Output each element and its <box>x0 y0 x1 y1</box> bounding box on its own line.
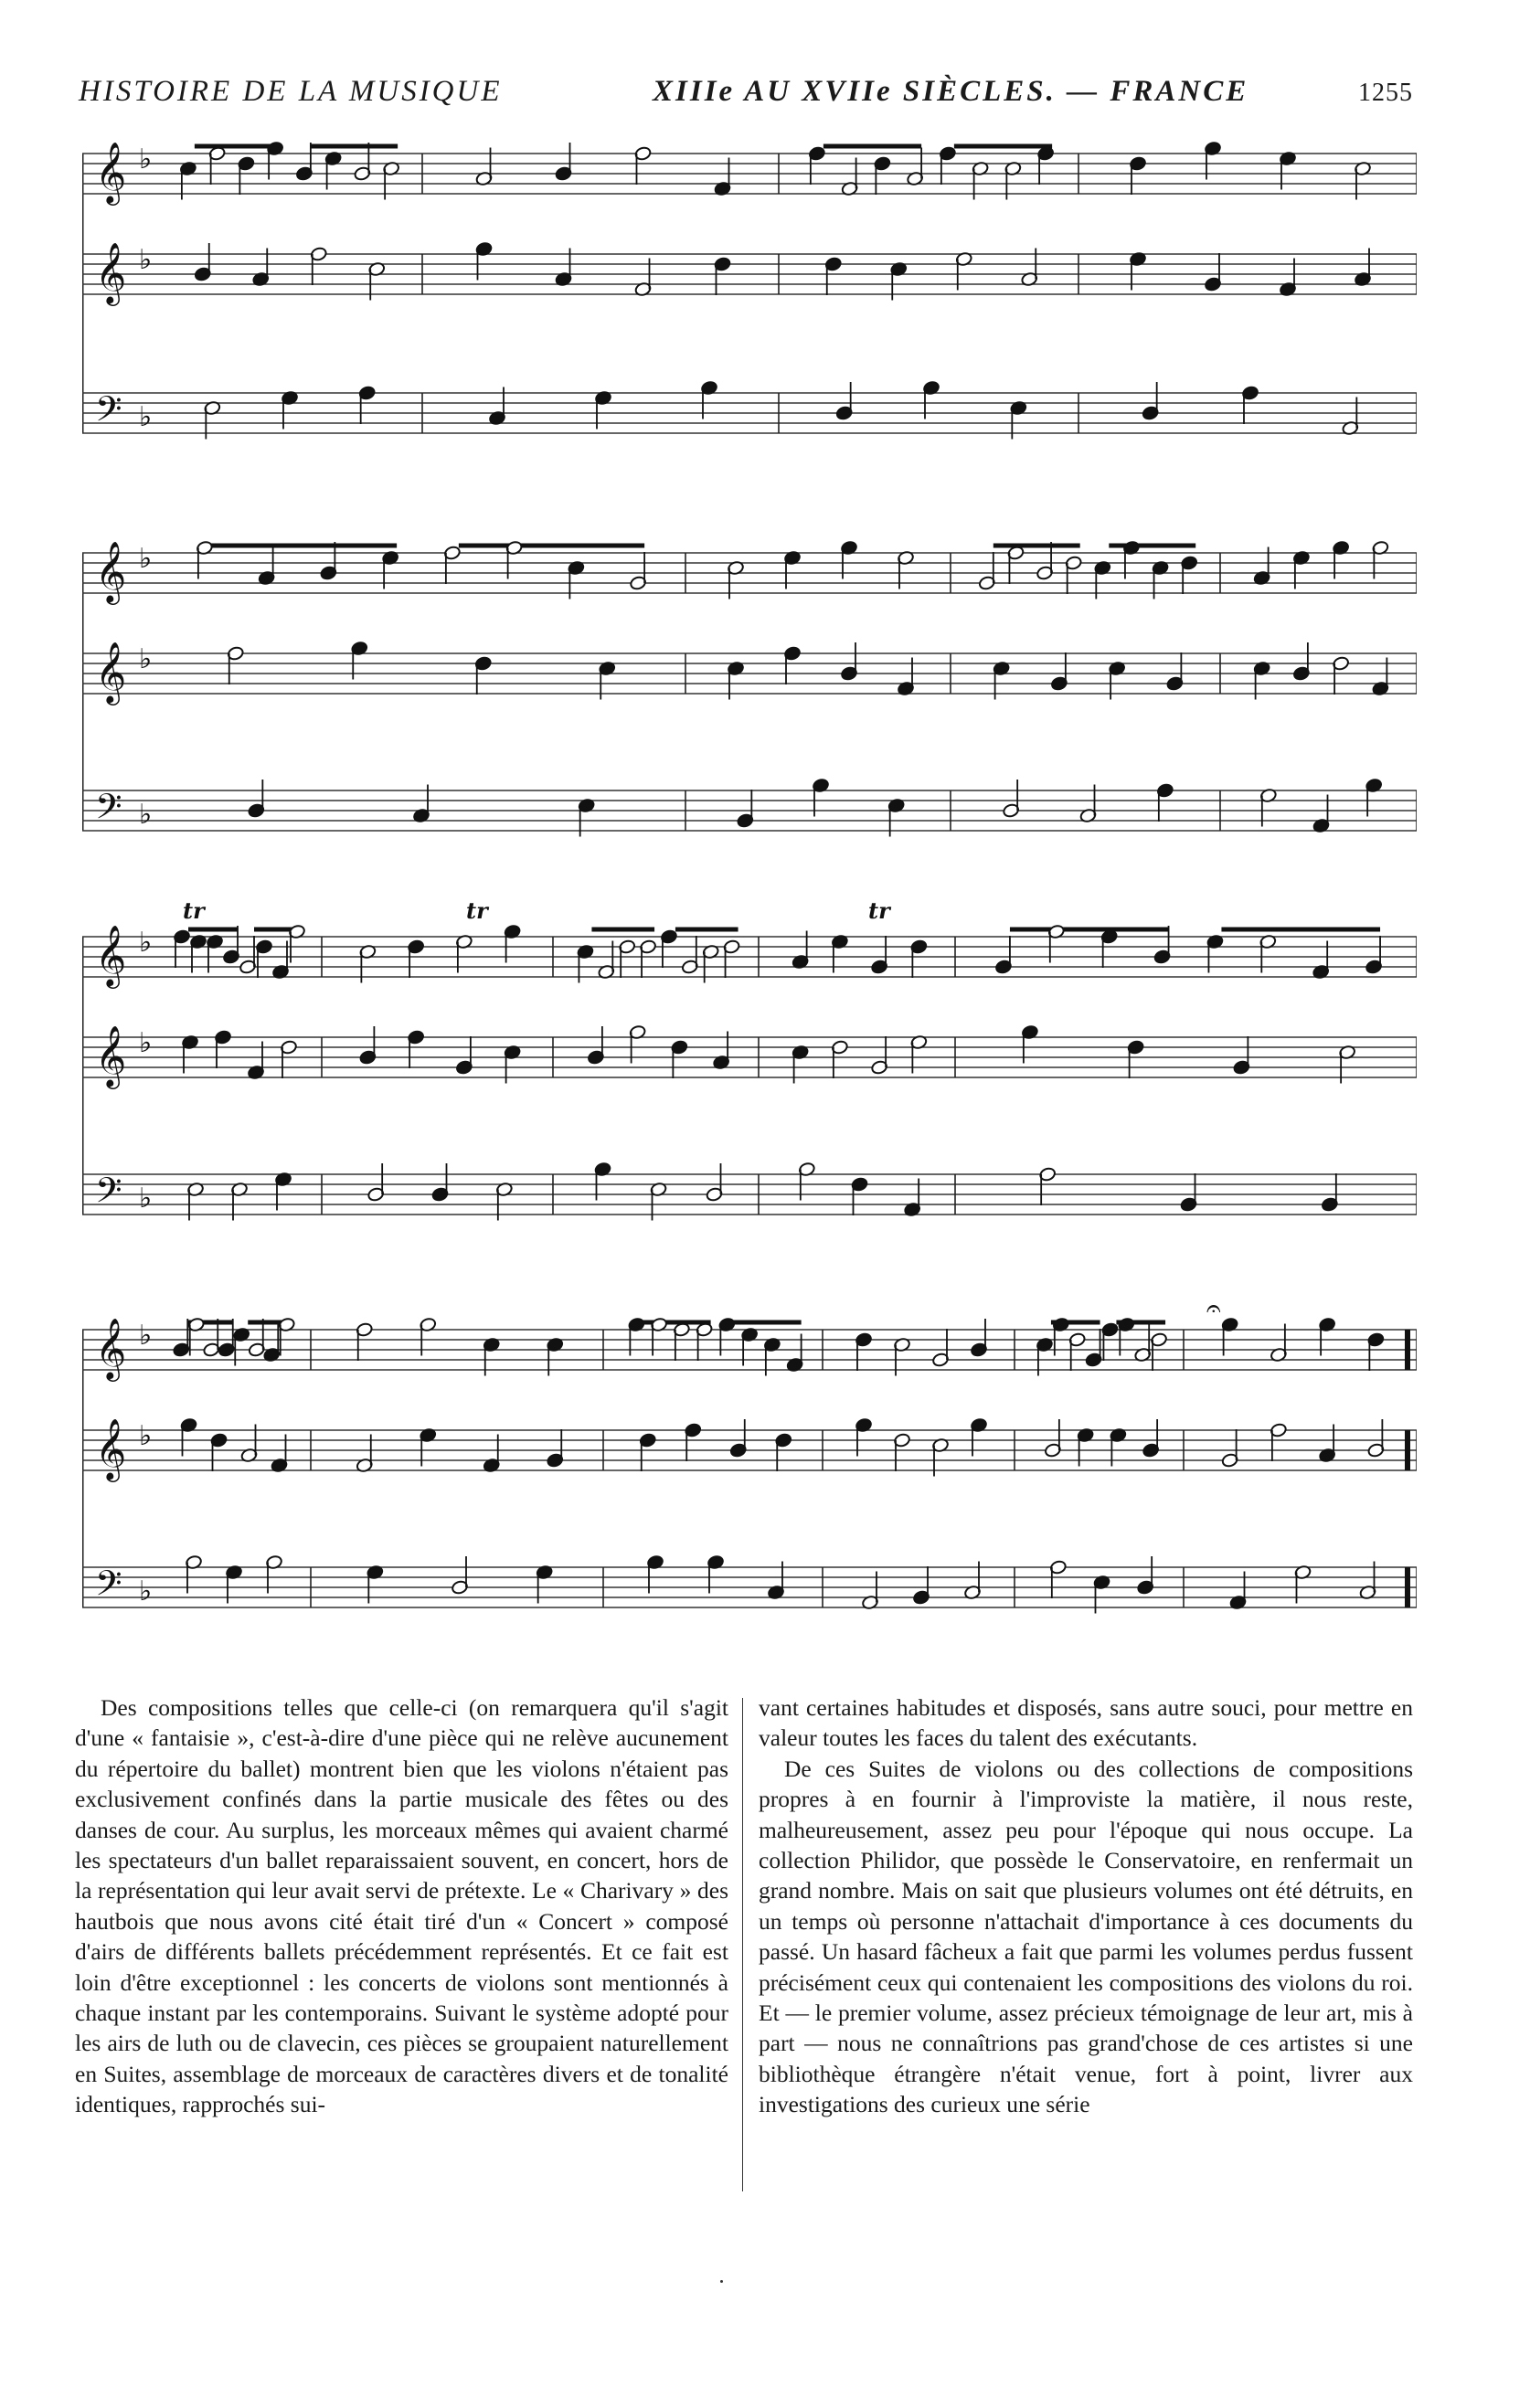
bass-clef: 𝄢 <box>95 1563 122 1612</box>
bass-clef: 𝄢 <box>95 388 122 438</box>
key-flat: ♭ <box>139 244 153 276</box>
trill-mark: tr <box>868 897 890 924</box>
treble-clef: 𝄞 <box>95 141 127 203</box>
key-flat: ♭ <box>139 1575 153 1607</box>
key-flat: ♭ <box>139 1320 153 1352</box>
page-number: 1255 <box>1358 79 1413 107</box>
key-flat: ♭ <box>139 401 153 433</box>
key-flat: ♭ <box>139 143 153 175</box>
paragraph: Des compositions telles que celle-ci (on remarquera qu'il s'agit d'une « fantaisie », c'est-à-dire d'une pièce qui ne relève aucunement du répertoire du ballet) montrent bien que les violons n'étaient pas exclusivement confinés dans la partie musicale des fêtes ou des danses de cour. Au surplus, les morceaux mêmes qui avaient charmé les spectateurs d'un ballet reparaissaient souvent, en concert, hors de la représentation qui leur avait servi de prétexte. Le « Charivary » des hautbois que nous avons cité était tiré d'un « Concert » composé d'airs de différents ballets précédemment représentés. Et ce fait est loin d'être exceptionnel : les concerts de violons sont mentionnés à chaque instant par les contemporains. Suivant le système adopté pour les airs de luth ou de clavecin, ces pièces se groupaient naturellement en Suites, assemblage de morceaux de caractères divers et de tonalité identiques, rapprochés sui- <box>75 1694 728 2118</box>
bass-clef: 𝄢 <box>95 786 122 835</box>
trill-mark: tr <box>183 897 205 924</box>
treble-clef: 𝄞 <box>95 641 127 703</box>
running-header <box>79 75 1413 121</box>
key-flat: ♭ <box>139 1183 153 1215</box>
column-divider <box>742 1698 743 2191</box>
treble-clef: 𝄞 <box>95 1317 127 1379</box>
key-flat: ♭ <box>139 1027 153 1059</box>
key-flat: ♭ <box>139 799 153 831</box>
text-column-right <box>759 1692 1413 2120</box>
treble-clef: 𝄞 <box>95 1417 127 1480</box>
key-flat: ♭ <box>139 927 153 959</box>
treble-clef: 𝄞 <box>95 1024 127 1087</box>
fermata: 𝄐 <box>1206 1293 1221 1323</box>
score-notation <box>82 137 1417 1691</box>
key-flat: ♭ <box>139 643 153 675</box>
paragraph: De ces Suites de violons ou des collections de compositions propres à en fournir à l'improviste la matière, il nous reste, malheureusement, assez peu pour l'époque qui nous occupe. La collection Philidor, que possède le Conservatoire, en renfermait un grand nombre. Mais on sait que plusieurs volumes ont été détruits, en un temps où personne n'attachait d'importance à ces documents du passé. Un hasard fâcheux a fait que parmi les volumes perdus fussent précisément ceux qui contenaient les compositions des violons du roi. Et — le premier volume, assez précieux témoignage de leur art, mis à part — nous ne connaîtrions pas grand'chose de ces artistes si une bibliothèque étrangère n'était venue, fort à point, livrer aux investigations des curieux une série <box>759 1755 1413 2118</box>
music-score <box>82 137 1417 1691</box>
page-mark <box>720 2280 723 2283</box>
key-flat: ♭ <box>139 1420 153 1452</box>
treble-clef: 𝄞 <box>95 924 127 986</box>
treble-clef: 𝄞 <box>95 241 127 303</box>
trill-mark: tr <box>466 897 488 924</box>
header-book-title: HISTOIRE DE LA MUSIQUE <box>79 75 503 108</box>
key-flat: ♭ <box>139 543 153 575</box>
header-chapter-title: XIIIe AU XVIIe SIÈCLES. — FRANCE <box>653 75 1249 108</box>
text-column-left <box>75 1692 728 2120</box>
paragraph: vant certaines habitudes et disposés, sans autre souci, pour mettre en valeur toutes les faces du talent des exécutants. <box>759 1694 1413 1752</box>
treble-clef: 𝄞 <box>95 540 127 602</box>
bass-clef: 𝄢 <box>95 1170 122 1219</box>
